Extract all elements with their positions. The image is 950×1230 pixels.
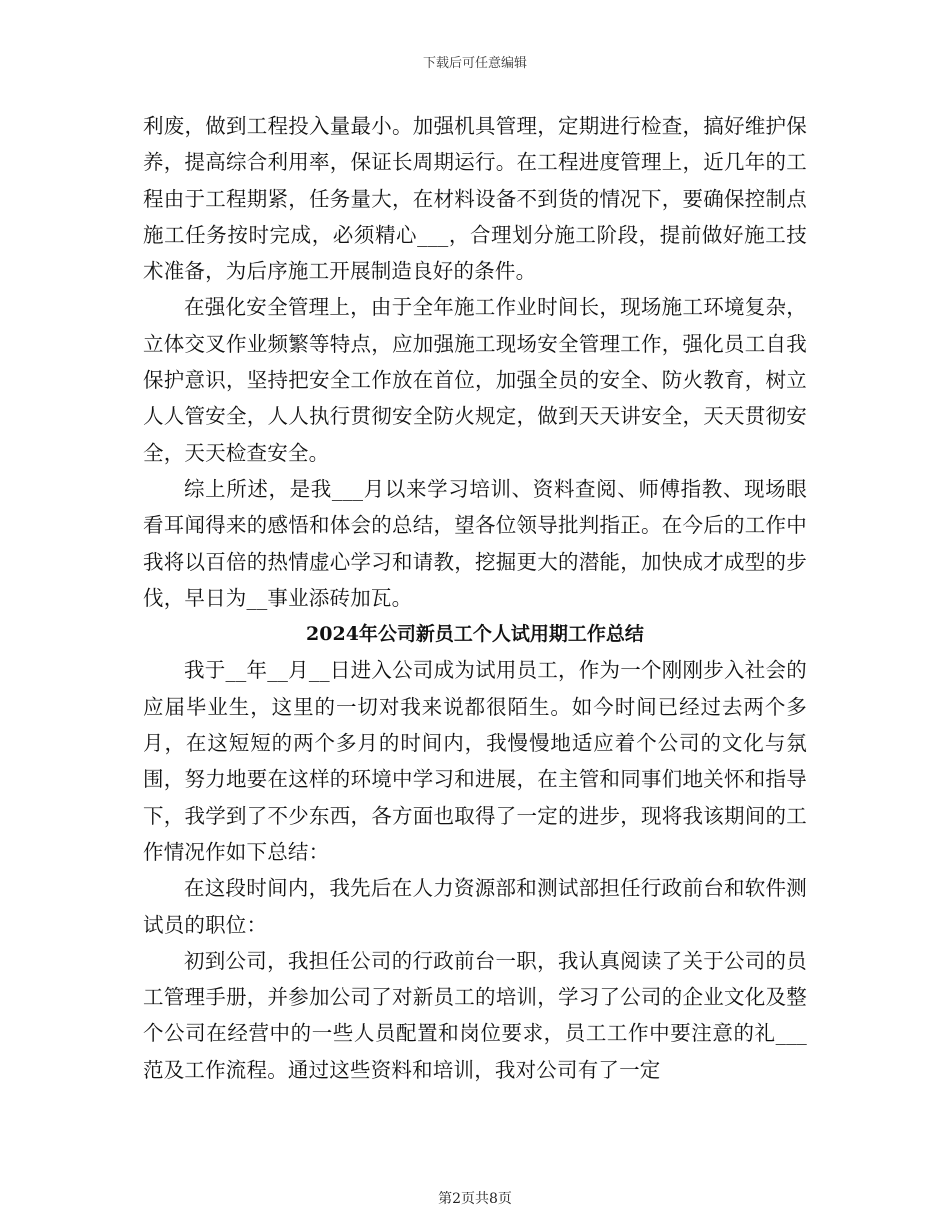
page-header: 下载后可任意编辑 — [422, 56, 527, 71]
section-title: 2024年公司新员工个人试用期工作总结 — [306, 623, 644, 646]
paragraph-front-desk: 初到公司，我担任公司的行政前台一职，我认真阅读了关于公司的员工管理手册，并参加公司了对新员工的培训，学习了公司的企业文化及整个公司在经营中的一些人员配置和岗位要求，员工工作中要注意的礼___范及工作流程。通过这些资料和培训，我对公司有了一定 — [143, 948, 807, 1082]
document-body — [143, 108, 807, 1088]
page-footer: 第2页共8页 — [438, 1191, 512, 1207]
paragraph-safety-management: 在强化安全管理上，由于全年施工作业时间长，现场施工环境复杂，立体交叉作业频繁等特点，应加强施工现场安全管理工作，强化员工自我保护意识，坚持把安全工作放在首位，加强全员的安全、防火教育，树立人人管安全，人人执行贯彻安全防火规定，做到天天讲安全，天天贯彻安全，天天检查安全。 — [143, 295, 807, 465]
paragraph-conclusion: 综上所述，是我___月以来学习培训、资料查阅、师傅指教、现场眼看耳闻得来的感悟和体会的总结，望各位领导批判指正。在今后的工作中我将以百倍的热情虚心学习和请教，挖掘更大的潜能，加快成才成型的步伐，早日为__事业添砖加瓦。 — [143, 476, 807, 610]
paragraph-continuation: 利废，做到工程投入量最小。加强机具管理，定期进行检查，搞好维护保养，提高综合利用率，保证长周期运行。在工程进度管理上，近几年的工程由于工程期紧，任务量大，在材料设备不到货的情况下，要确保控制点施工任务按时完成，必须精心___，合理划分施工阶段，提前做好施工技术准备，为后序施工开展制造良好的条件。 — [143, 114, 807, 284]
paragraph-intro: 我于__年__月__日进入公司成为试用员工，作为一个刚刚步入社会的应届毕业生，这里的一切对我来说都很陌生。如今时间已经过去两个多月，在这短短的两个多月的时间内，我慢慢地适应着个公司的文化与氛围，努力地要在这样的环境中学习和进展，在主管和同事们地关怀和指导下，我学到了不少东西，各方面也取得了一定的进步，现将我该期间的工作情况作如下总结： — [143, 658, 807, 864]
paragraph-positions: 在这段时间内，我先后在人力资源部和测试部担任行政前台和软件测试员的职位： — [143, 876, 807, 937]
